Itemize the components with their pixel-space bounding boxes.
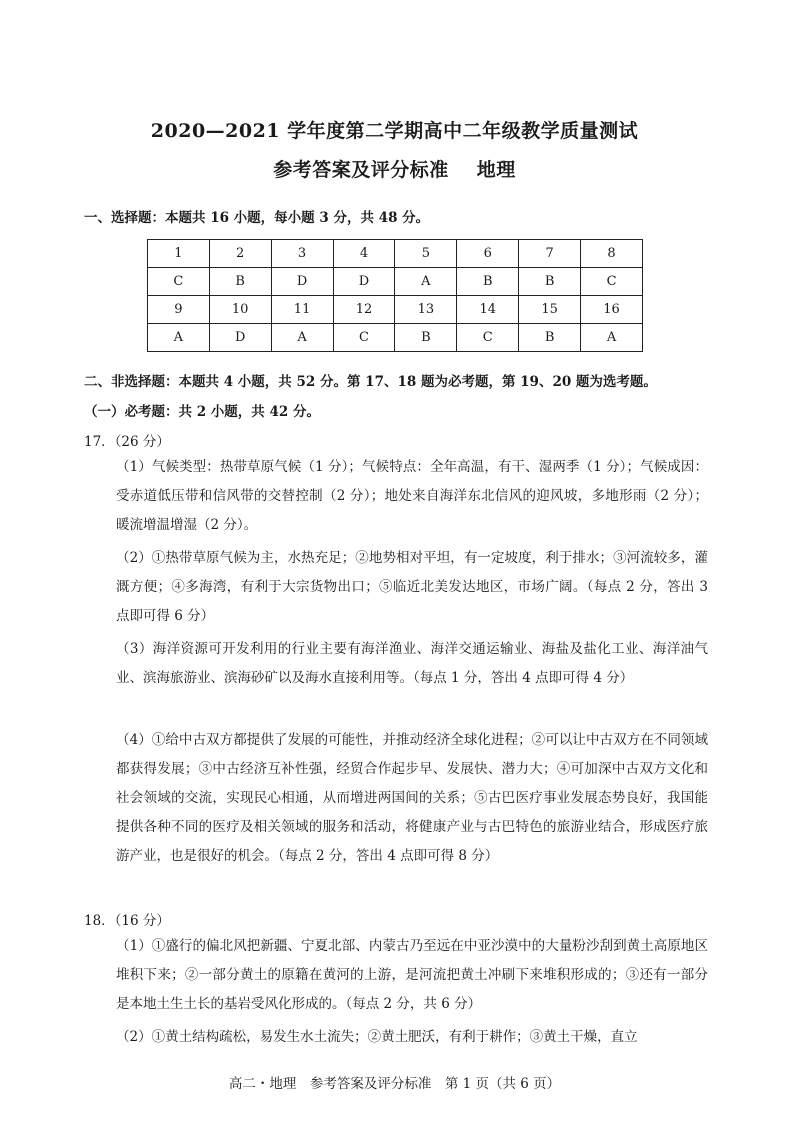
table-cell: 7 [519,240,581,268]
table-cell: 10 [209,296,271,324]
section2-heading: 二、非选择题：本题共 4 小题，共 52 分。第 17、18 题为必考题，第 19、20 题为选考题。 [84,374,657,390]
question-17-number: 17．（26 分） [84,434,170,450]
table-cell: 15 [519,296,581,324]
table-cell: 16 [581,296,643,324]
q17-part1: （1）气候类型：热带草原气候（1 分）；气候特点：全年高温，有干、湿两季（1 分）；气候成因：受赤道低压带和信风带的交替控制（2 分）；地处来自海洋东北信风的迎风坡，多地形雨（2 分）；暖流增温增湿（2 分）。 [116,459,708,533]
table-cell: A [581,324,643,352]
table-cell: D [271,268,333,296]
subtitle-main: 参考答案及评分标准 [273,159,449,181]
table-cell: C [457,324,519,352]
table-cell: B [395,324,457,352]
table-cell: 8 [581,240,643,268]
table-cell: D [333,268,395,296]
table-cell: B [519,268,581,296]
table-row [148,296,643,324]
answer-table [147,239,643,352]
table-cell: 2 [209,240,271,268]
document-title: 2020—2021 学年度第二学期高中二年级教学质量测试 [150,120,639,142]
table-cell: B [457,268,519,296]
document-subtitle [0,155,789,182]
q18-part2: （2）①黄土结构疏松，易发生水土流失；②黄土肥沃，有利于耕作；③黄土干燥，直立 [116,1029,638,1045]
table-cell: 12 [333,296,395,324]
section1-heading: 一、选择题：本题共 16 小题，每小题 3 分，共 48 分。 [84,210,430,226]
table-cell: A [395,268,457,296]
page-footer: 高二・地理 参考答案及评分标准 第 1 页（共 6 页） [228,1076,561,1092]
table-cell: A [148,324,210,352]
table-cell: 3 [271,240,333,268]
table-cell: 4 [333,240,395,268]
table-cell: C [333,324,395,352]
table-cell: C [581,268,643,296]
table-cell: 13 [395,296,457,324]
question-18-number: 18．（16 分） [84,913,170,929]
table-cell: 14 [457,296,519,324]
subtitle-subject: 地理 [476,159,516,181]
table-cell: B [209,268,271,296]
table-row [148,324,643,352]
section2-subheading: （一）必考题：共 2 小题，共 42 分。 [84,404,320,420]
table-cell: 5 [395,240,457,268]
q17-part3: （3）海洋资源可开发利用的行业主要有海洋渔业、海洋交通运输业、海盐及盐化工业、海洋油气业、滨海旅游业、滨海砂矿以及海水直接利用等。（每点 1 分，答出 4 点即可得 4 分） [116,641,708,686]
table-cell: A [271,324,333,352]
table-cell: 1 [148,240,210,268]
q17-part4: （4）①给中古双方都提供了发展的可能性，并推动经济全球化进程；②可以让中古双方在不同领域都获得发展；③中古经济互补性强，经贸合作起步早、发展快、潜力大；④可加深中古双方文化和社会领域的交流，实现民心相通，从而增进两国间的关系；⑤古巴医疗事业发展态势良好，我国能提供各种不同的医疗及相关领域的服务和活动，将健康产业与古巴特色的旅游业结合，形成医疗旅游产业，也是很好的机会。（每点 2 分，答出 4 点即可得 8 分） [116,732,708,864]
table-cell: B [519,324,581,352]
q17-part2: （2）①热带草原气候为主，水热充足；②地势相对平坦，有一定坡度，利于排水；③河流较多，灌溉方便；④多海湾，有利于大宗货物出口；⑤临近北美发达地区，市场广阔。（每点 2 分，答出 3 点即可得 6 分） [116,550,708,624]
table-cell: 11 [271,296,333,324]
table-cell: C [148,268,210,296]
table-row [148,240,643,268]
table-cell: 9 [148,296,210,324]
table-cell: 6 [457,240,519,268]
table-cell: D [209,324,271,352]
table-row [148,268,643,296]
q18-part1: （1）①盛行的偏北风把新疆、宁夏北部、内蒙古乃至远在中亚沙漠中的大量粉沙刮到黄土高原地区堆积下来；②一部分黄土的原籍在黄河的上游，是河流把黄土冲刷下来堆积形成的；③还有一部分是本地土生土长的基岩受风化形成的。（每点 2 分，共 6 分） [116,938,708,1012]
